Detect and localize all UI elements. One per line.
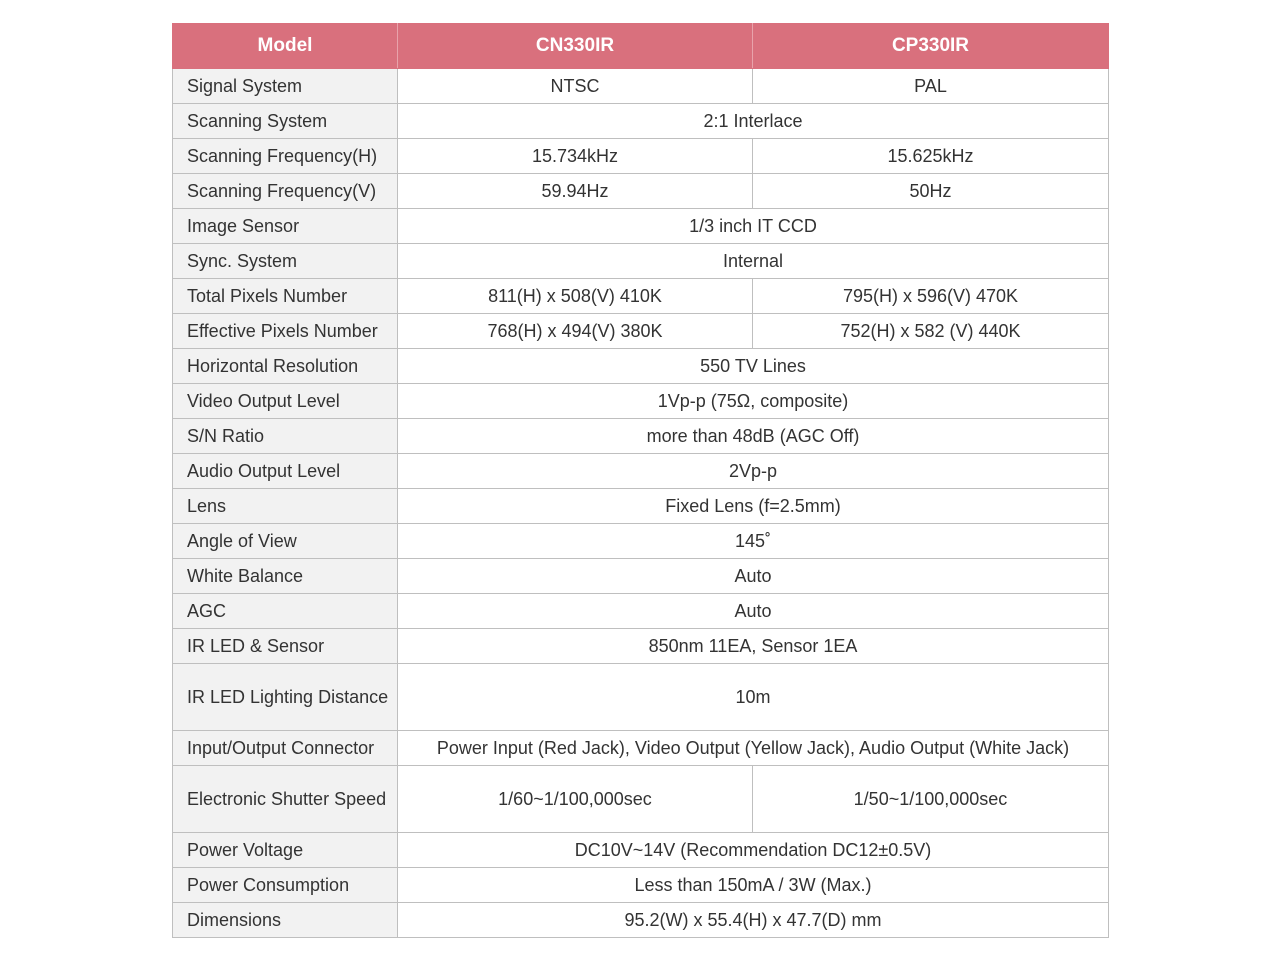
row-label: Dimensions [173,903,398,938]
row-label: Image Sensor [173,209,398,244]
table-row [173,104,1109,139]
row-label: Electronic Shutter Speed [173,766,398,833]
table-row [173,69,1109,104]
row-value: more than 48dB (AGC Off) [398,419,1109,454]
table-row [173,244,1109,279]
header-model: Model [173,24,398,69]
table-row [173,629,1109,664]
row-value-a: 15.734kHz [398,139,753,174]
row-label: Power Voltage [173,833,398,868]
table-row [173,384,1109,419]
row-value: 10m [398,664,1109,731]
row-value-b: PAL [753,69,1109,104]
row-value: Fixed Lens (f=2.5mm) [398,489,1109,524]
row-label: Scanning System [173,104,398,139]
row-value: Power Input (Red Jack), Video Output (Yellow Jack), Audio Output (White Jack) [398,731,1109,766]
row-value: 145˚ [398,524,1109,559]
table-row [173,349,1109,384]
row-value-b: 1/50~1/100,000sec [753,766,1109,833]
row-value: 2:1 Interlace [398,104,1109,139]
header-model-a: CN330IR [398,24,753,69]
table-row [173,139,1109,174]
row-value: Auto [398,594,1109,629]
row-label: Lens [173,489,398,524]
table-row [173,664,1109,731]
table-row [173,489,1109,524]
row-label: Power Consumption [173,868,398,903]
row-value: 850nm 11EA, Sensor 1EA [398,629,1109,664]
table-row [173,174,1109,209]
table-row [173,419,1109,454]
table-row [173,314,1109,349]
row-label: Input/Output Connector [173,731,398,766]
row-label: AGC [173,594,398,629]
row-label: White Balance [173,559,398,594]
row-value: Auto [398,559,1109,594]
row-value-b: 795(H) x 596(V) 470K [753,279,1109,314]
row-value: DC10V~14V (Recommendation DC12±0.5V) [398,833,1109,868]
table-row [173,279,1109,314]
row-value: Internal [398,244,1109,279]
row-value: 550 TV Lines [398,349,1109,384]
row-value-a: 811(H) x 508(V) 410K [398,279,753,314]
header-row [173,24,1109,69]
table-row [173,903,1109,938]
row-label: Angle of View [173,524,398,559]
row-value-a: NTSC [398,69,753,104]
table-row [173,868,1109,903]
row-value-b: 50Hz [753,174,1109,209]
row-value: Less than 150mA / 3W (Max.) [398,868,1109,903]
row-label: Scanning Frequency(H) [173,139,398,174]
header-model-b: CP330IR [753,24,1109,69]
row-label: Horizontal Resolution [173,349,398,384]
row-label: Audio Output Level [173,454,398,489]
row-value: 1/3 inch IT CCD [398,209,1109,244]
row-label: Scanning Frequency(V) [173,174,398,209]
row-label: Total Pixels Number [173,279,398,314]
row-label: IR LED & Sensor [173,629,398,664]
row-value-b: 15.625kHz [753,139,1109,174]
table-row [173,833,1109,868]
row-label: IR LED Lighting Distance [173,664,398,731]
table-row [173,209,1109,244]
row-label: S/N Ratio [173,419,398,454]
row-value-a: 768(H) x 494(V) 380K [398,314,753,349]
row-label: Video Output Level [173,384,398,419]
table-row [173,559,1109,594]
row-value: 95.2(W) x 55.4(H) x 47.7(D) mm [398,903,1109,938]
table-row [173,594,1109,629]
table-row [173,454,1109,489]
table-row [173,766,1109,833]
row-value-a: 1/60~1/100,000sec [398,766,753,833]
row-label: Signal System [173,69,398,104]
spec-table [172,23,1109,938]
row-value-b: 752(H) x 582 (V) 440K [753,314,1109,349]
table-row [173,731,1109,766]
table-row [173,524,1109,559]
row-label: Sync. System [173,244,398,279]
row-value: 2Vp-p [398,454,1109,489]
row-label: Effective Pixels Number [173,314,398,349]
row-value-a: 59.94Hz [398,174,753,209]
row-value: 1Vp-p (75Ω, composite) [398,384,1109,419]
